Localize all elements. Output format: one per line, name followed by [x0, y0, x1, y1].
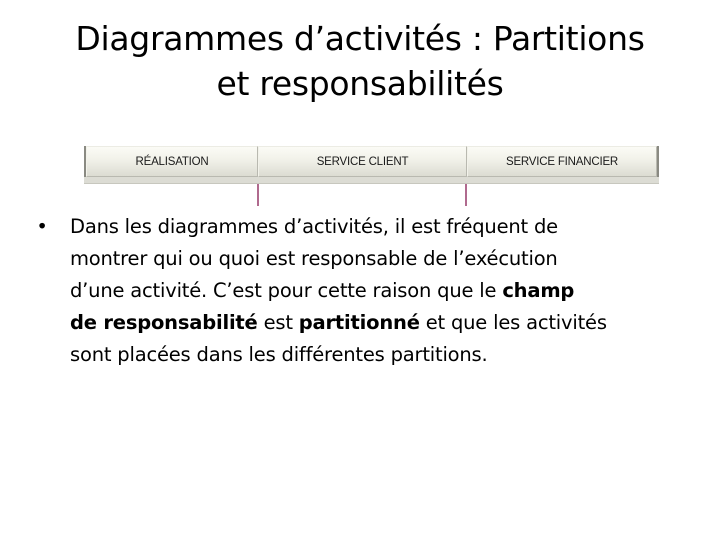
bullet-line-3: [70, 275, 680, 307]
slide-title: [20, 16, 700, 106]
bullet-line-4-text-2: et que les activités: [419, 311, 607, 334]
bullet-line-4-emphasis-2: partitionné: [298, 311, 420, 334]
bullet-line-3-emphasis: champ: [502, 279, 575, 302]
bullet-line-4: [70, 307, 680, 339]
swimlane-partitions: [84, 146, 659, 206]
bullet-line-3-text: d’une activité. C’est pour cette raison que le: [70, 279, 503, 302]
slide-title-line-1: Diagrammes d’activités : Partitions: [75, 19, 645, 58]
bullet-line-4-emphasis-1: de responsabilité: [70, 311, 258, 334]
swimlane-header-realisation: RÉALISATION: [86, 146, 258, 177]
slide-title-line-2: et responsabilités: [216, 64, 504, 103]
bullet-symbol: •: [36, 215, 48, 238]
bullet-line-4-text-1: est: [257, 311, 299, 334]
swimlane-divider-2: [465, 184, 467, 206]
bullet-line-2: montrer qui ou quoi est responsable de l’exécution: [70, 247, 558, 270]
bullet-line-5: sont placées dans les différentes partitions.: [70, 343, 488, 366]
bullet-item: [30, 211, 680, 371]
swimlane-header-bottom-strip: [84, 177, 659, 184]
slide-body: [30, 211, 680, 371]
bullet-line-1: Dans les diagrammes d’activités, il est fréquent de: [70, 215, 558, 238]
swimlane-header-service-client: SERVICE CLIENT: [258, 146, 467, 177]
swimlane-body: [84, 184, 659, 206]
swimlane-header-service-financier: SERVICE FINANCIER: [467, 146, 657, 177]
swimlane-divider-1: [257, 184, 259, 206]
